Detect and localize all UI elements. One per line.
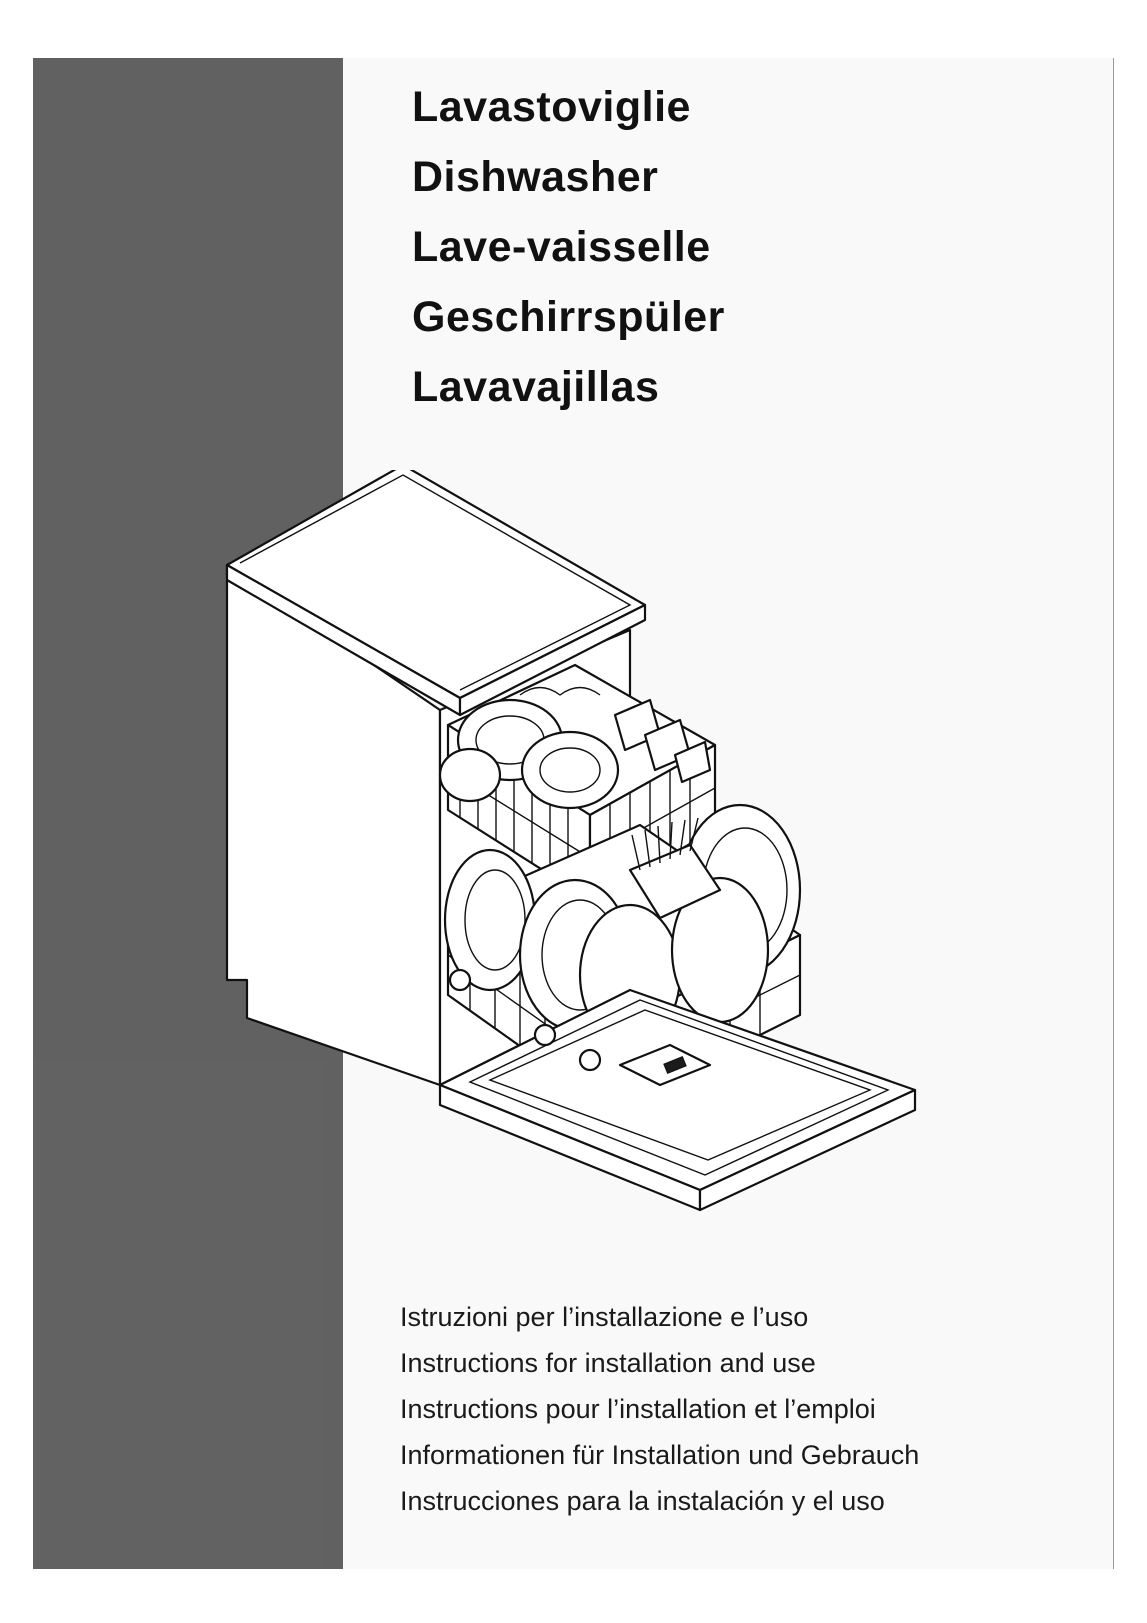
- product-title-list: [412, 72, 725, 422]
- instructions-it: Istruzioni per l’installazione e l’uso: [400, 1302, 809, 1332]
- product-title-fr: Lave-vaisselle: [412, 223, 711, 271]
- instructions-en: Instructions for installation and use: [400, 1348, 816, 1378]
- product-title-it: Lavastoviglie: [412, 83, 691, 131]
- dishwasher-illustration-icon: [220, 470, 960, 1240]
- instructions-list: [400, 1294, 919, 1524]
- product-title-de: Geschirrspüler: [412, 293, 725, 341]
- product-title-es: Lavavajillas: [412, 363, 660, 411]
- right-edge-line: [1113, 58, 1114, 1569]
- instructions-de: Informationen für Installation und Gebrauch: [400, 1440, 920, 1470]
- instructions-fr: Instructions pour l’installation et l’emploi: [400, 1394, 876, 1424]
- product-title-en: Dishwasher: [412, 153, 659, 201]
- instructions-es: Instrucciones para la instalación y el uso: [400, 1486, 885, 1516]
